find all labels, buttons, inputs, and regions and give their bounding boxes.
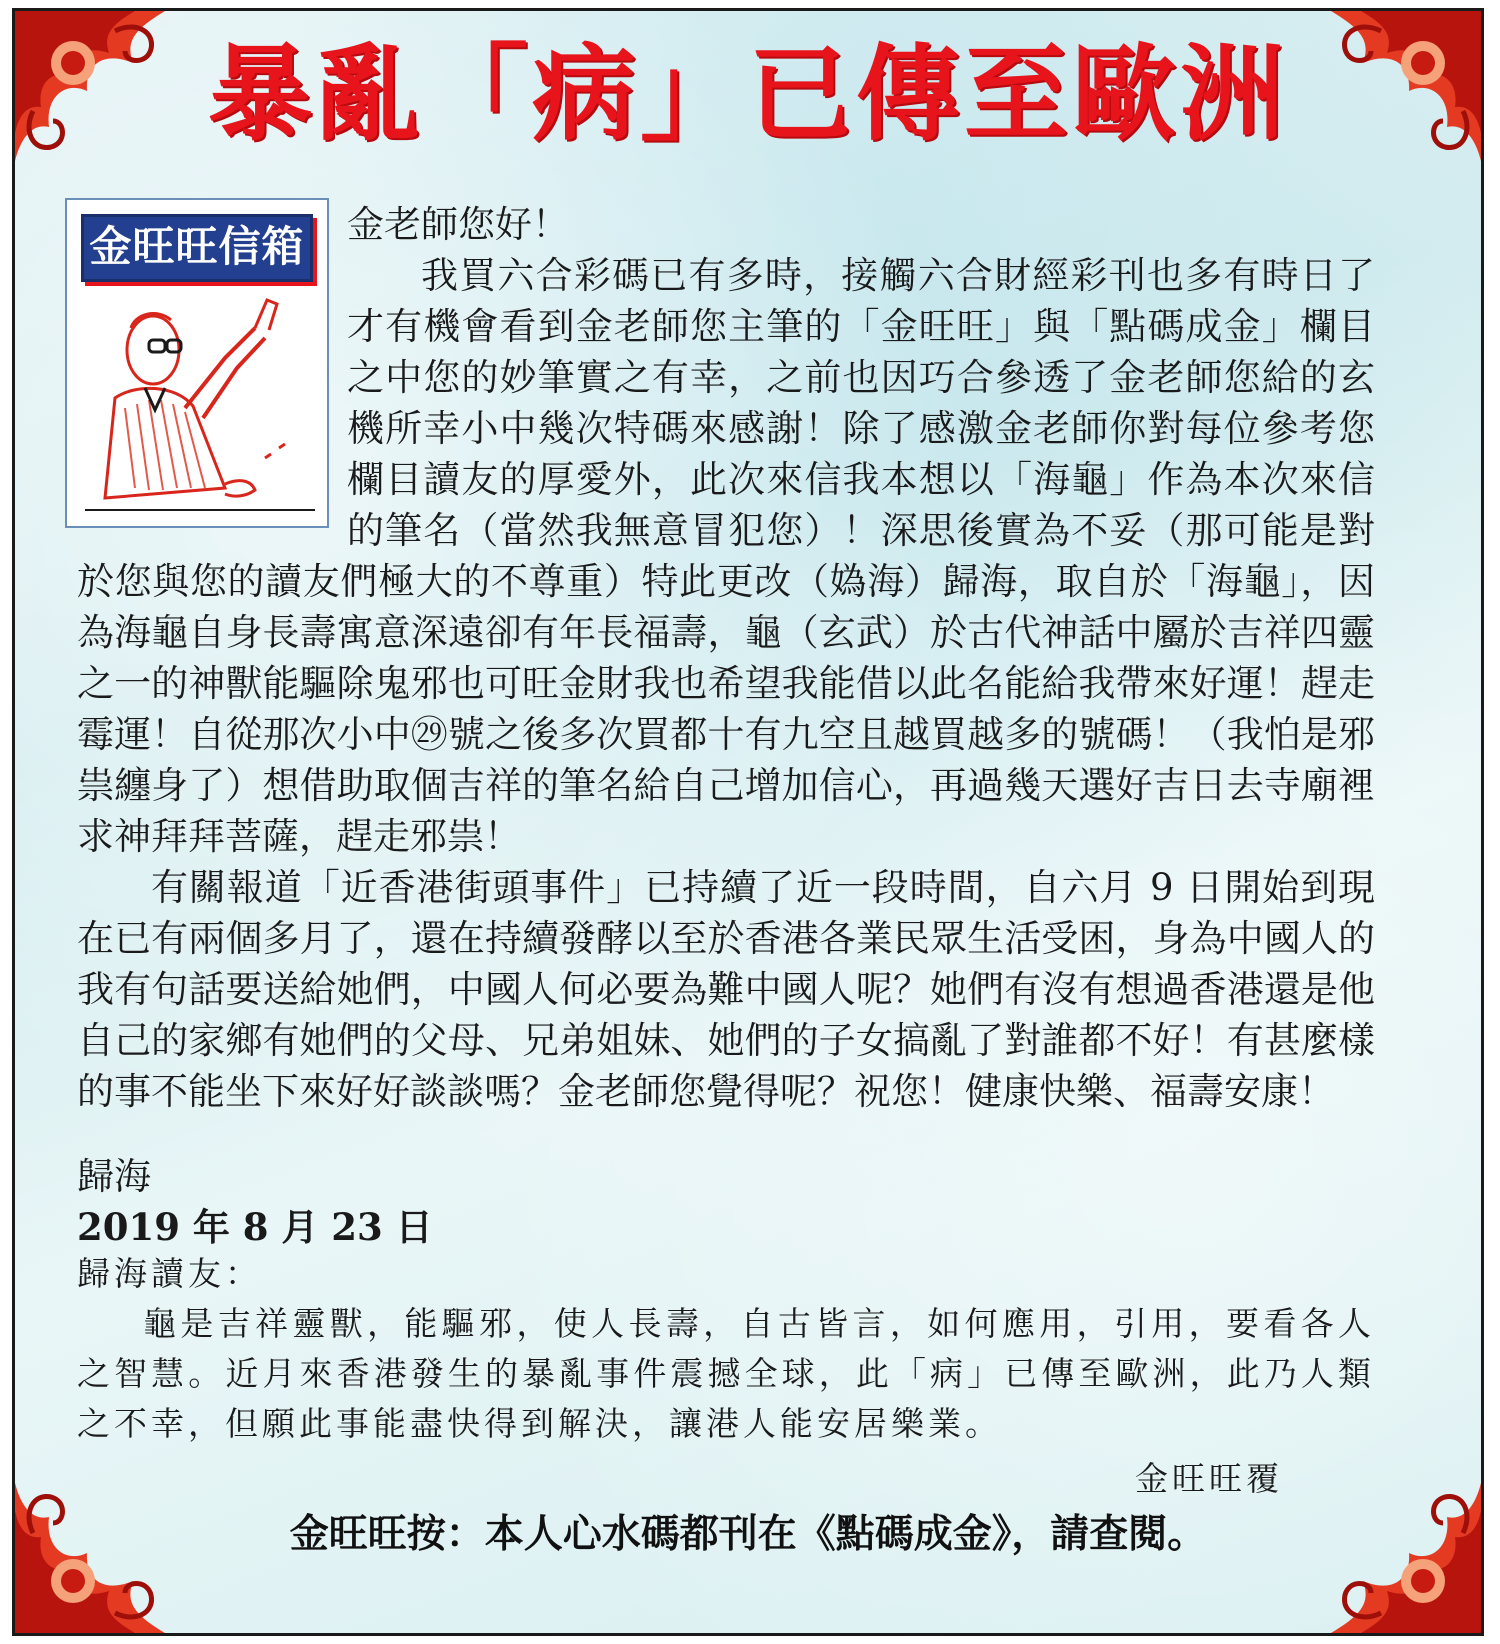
letter-paragraph: 有關報道「近香港街頭事件」已持續了近一段時間，自六月 9 日開始到現在已有兩個多月了，還在持續發酵以至於香港各業民眾生活受困，身為中國人的我有句話要送給她們，中國人何必要為難中國人呢？她們有沒有想過香港還是他自己的家鄉有她們的父母、兄弟姐妹、她們的子女搞亂了對誰都不好！有甚麼樣的事不能坐下來好好談談嗎？金老師您覺得呢？祝您！健康快樂、福壽安康！ (77, 866, 1375, 1113)
letter-signature: 歸海 (77, 1155, 151, 1198)
reply-salutation: 歸海讀友： (77, 1254, 262, 1293)
reader-letter (77, 199, 1375, 1253)
letter-paragraph: 我買六合彩碼已有多時，接觸六合財經彩刊也多有時日了才有機會看到金老師您主筆的「金旺旺」與「點碼成金」欄目之中您的妙筆實之有幸，之前也因巧合參透了金老師您給的玄機所幸小中幾次特碼來感謝！除了感激金老師你對每位參考您欄目讀友的厚愛外，此次來信我本想以「海龜」作為本次來信的筆名（當然我無意冒犯您）！深思後實為不妥（那可能是對於您與您的讀友們極大的不尊重）特此更改（媯海）歸海，取自於「海龜」，因為海龜自身長壽寓意深遠卻有年長福壽，龜（玄武）於古代神話中屬於吉祥四靈之一的神獸能驅除鬼邪也可旺金財我也希望我能借以此名能給我帶來好運！趕走霉運！自從那次小中㉙號之後多次買都十有九空且越買越多的號碼！（我怕是邪祟纏身了）想借助取個吉祥的筆名給自己增加信心，再過幾天選好吉日去寺廟裡求神拜拜菩薩，趕走邪祟！ (77, 254, 1375, 858)
column-logo-label: 金旺旺信箱 (81, 214, 313, 282)
headline: 暴亂「病」已傳至歐洲 (207, 33, 1288, 155)
letter-greeting: 金老師您好！ (347, 203, 569, 246)
reply-signature: 金旺旺覆 (1135, 1459, 1283, 1498)
footer-note: 金旺旺按：本人心水碼都刊在《點碼成金》，請查閱。 (289, 1512, 1207, 1557)
reply-body: 龜是吉祥靈獸，能驅邪，使人長壽，自古皆言，如何應用，引用，要看各人之智慧。近月來香港發生的暴亂事件震撼全球，此「病」已傳至歐洲，此乃人類之不幸，但願此事能盡快得到解決，讓港人能安居樂業。 (77, 1304, 1375, 1443)
newspaper-clipping (12, 8, 1484, 1636)
letter-date: 2019 年 8 月 23 日 (77, 1205, 433, 1249)
editor-reply (77, 1249, 1375, 1449)
